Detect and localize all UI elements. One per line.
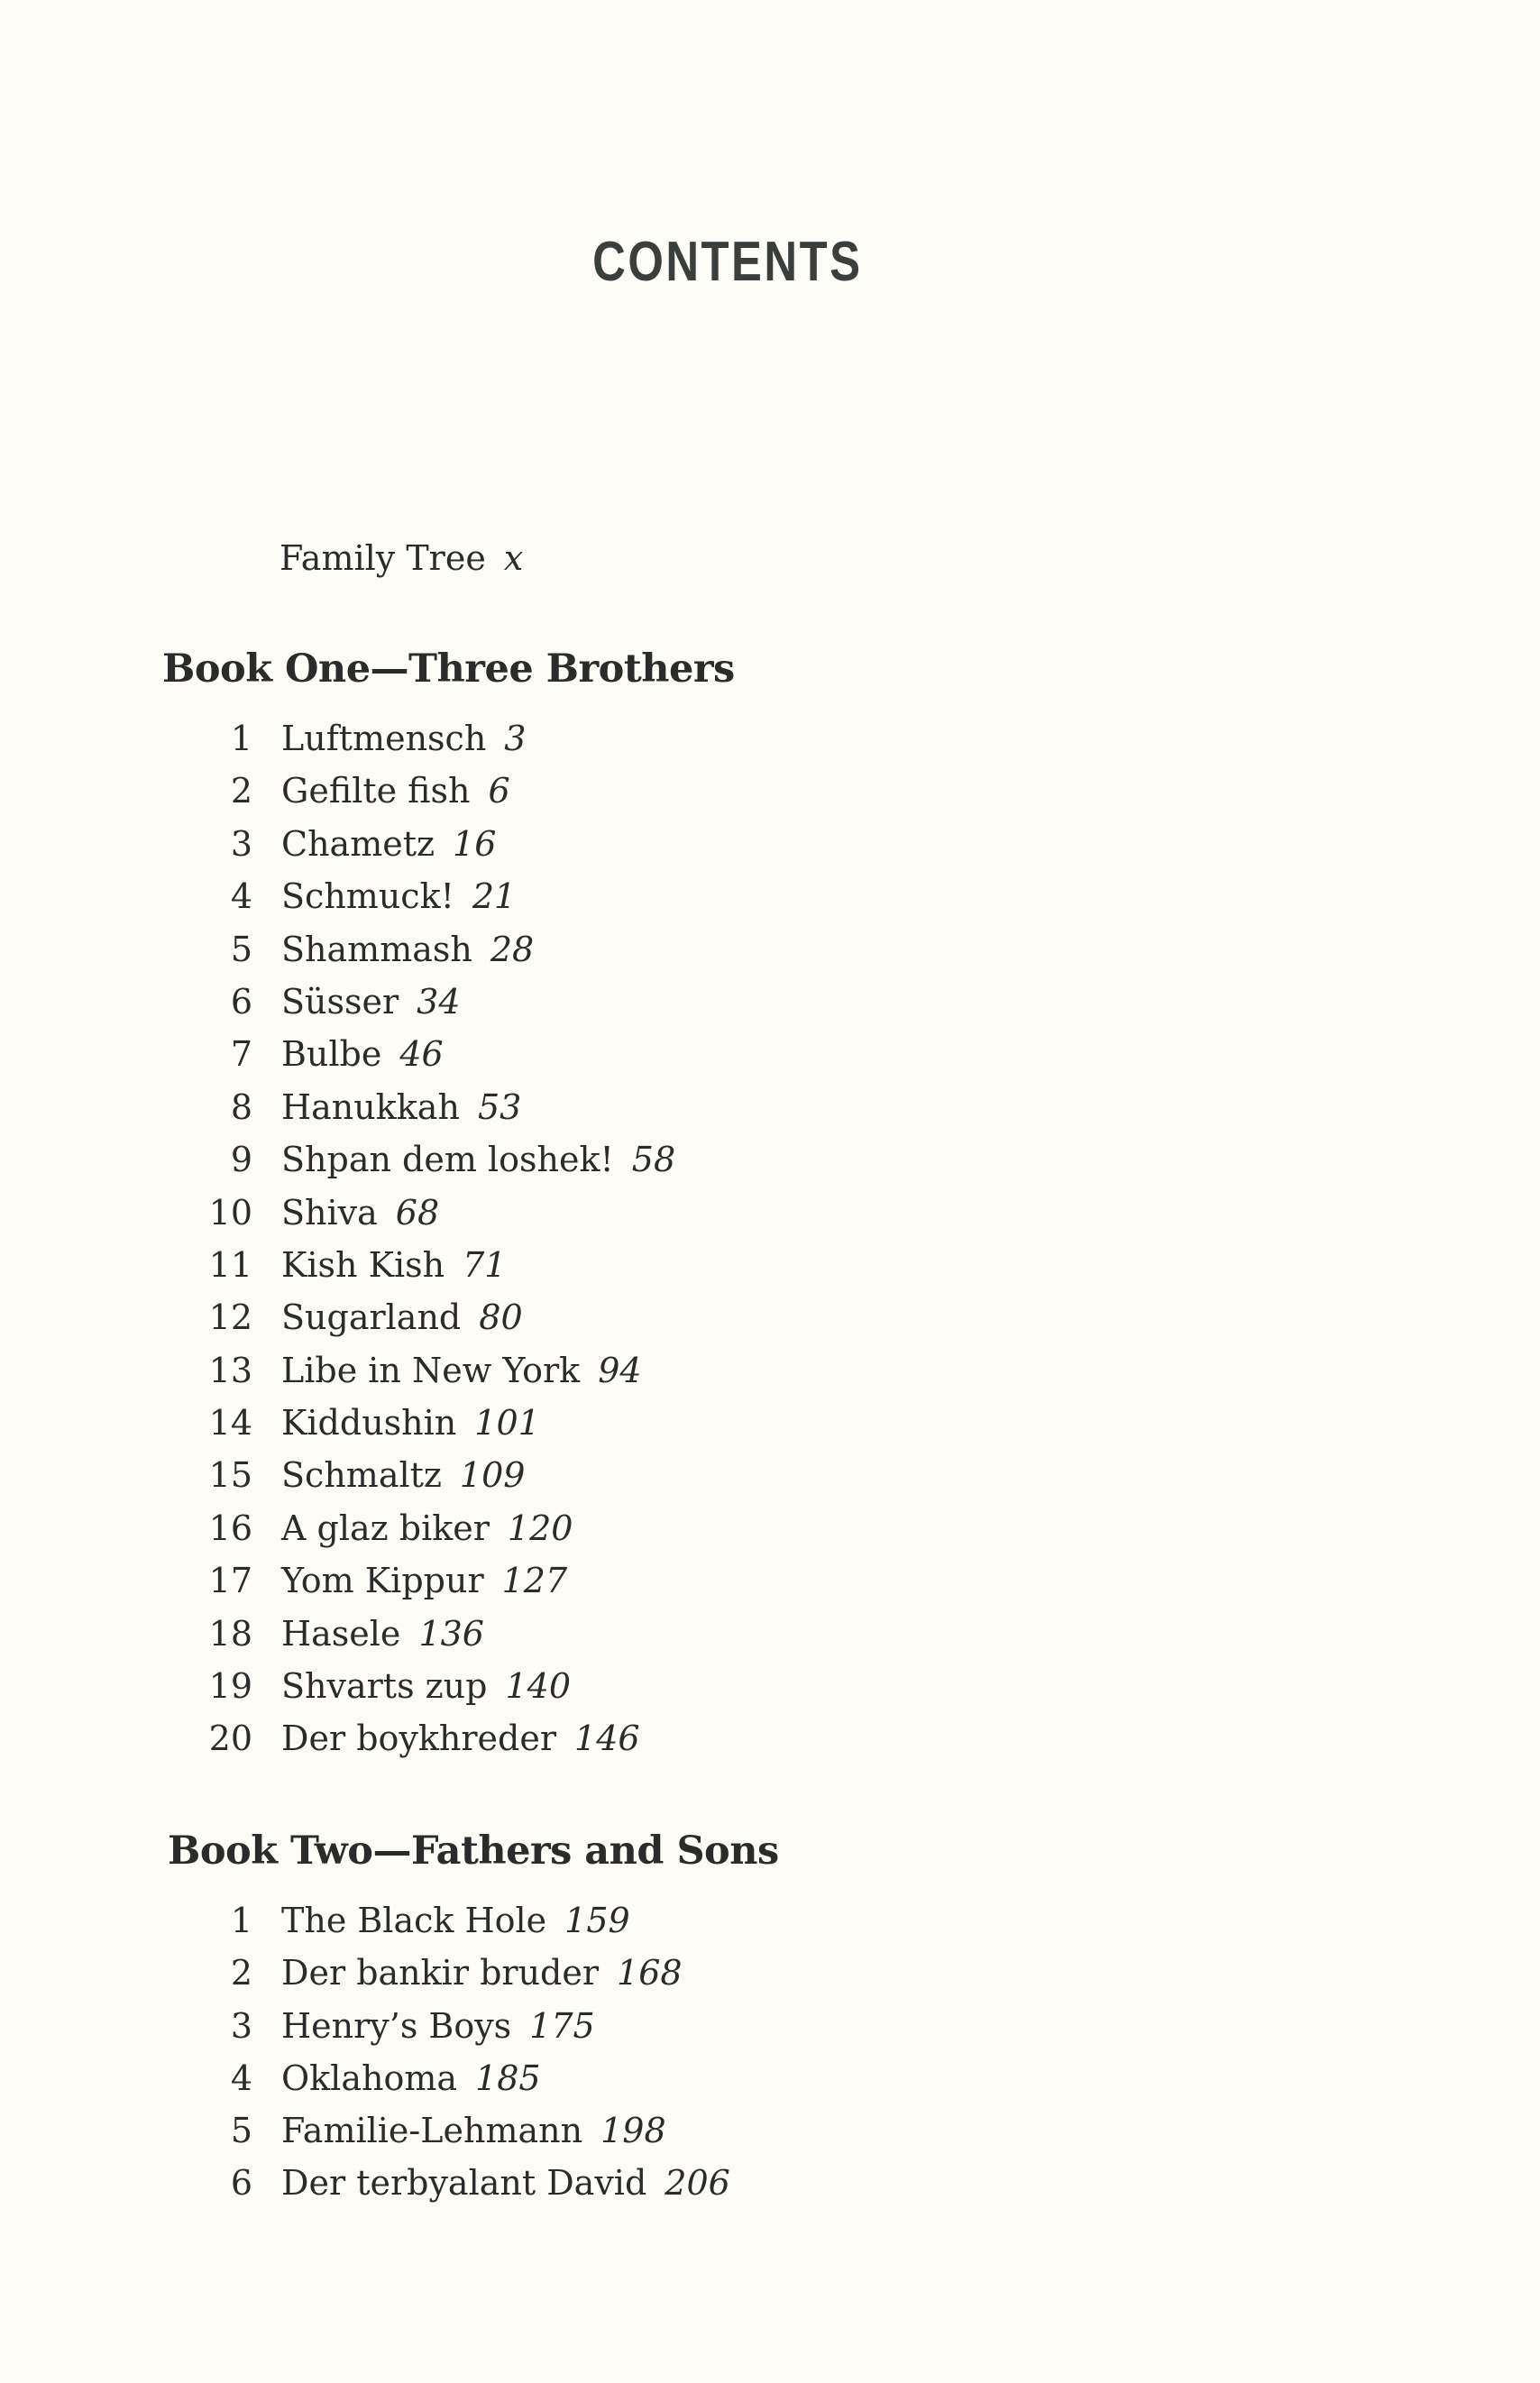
- chapter-page-number: 46: [399, 1034, 444, 1075]
- book-two-heading: Book Two—Fathers and Sons: [168, 1828, 779, 1874]
- chapter-title: Kiddushin: [281, 1403, 457, 1444]
- chapter-title: Schmuck!: [281, 876, 454, 917]
- chapter-page-number: 136: [418, 1613, 484, 1654]
- chapter-page-number: 3: [504, 719, 527, 758]
- book-two-chapter-list: [189, 1894, 730, 2210]
- chapter-entry: [189, 2104, 730, 2157]
- chapter-title: Kish Kish: [281, 1244, 445, 1285]
- chapter-title: A glaz biker: [281, 1508, 490, 1548]
- chapter-page-number: 68: [395, 1192, 440, 1233]
- chapter-page-number: 168: [617, 1953, 683, 1993]
- chapter-number: 9: [230, 1140, 252, 1180]
- chapter-entry: [189, 1291, 675, 1343]
- chapter-number: 14: [208, 1403, 252, 1444]
- chapter-entry: [189, 818, 675, 870]
- chapter-number: 10: [208, 1192, 252, 1233]
- chapter-title: Shammash: [281, 929, 472, 969]
- chapter-page-number: 198: [600, 2111, 666, 2151]
- chapter-title: The Black Hole: [281, 1901, 547, 1940]
- chapter-entry: [189, 1660, 675, 1712]
- chapter-title: Süsser: [281, 981, 399, 1022]
- chapter-title: Sugarland: [281, 1297, 462, 1338]
- chapter-number: 7: [230, 1034, 252, 1075]
- chapter-title: Hanukkah: [281, 1086, 460, 1127]
- chapter-entry: [189, 1712, 675, 1764]
- chapter-number: 6: [230, 981, 252, 1022]
- chapter-entry: [189, 1028, 675, 1080]
- chapter-entry: [189, 2157, 730, 2209]
- chapter-title: Oklahoma: [281, 2058, 458, 2098]
- chapter-number: 15: [208, 1455, 252, 1496]
- front-matter-page-number: x: [503, 538, 524, 578]
- chapter-title: Shpan dem loshek!: [281, 1140, 614, 1180]
- chapter-entry: [189, 1502, 675, 1554]
- chapter-number: 20: [208, 1719, 252, 1759]
- chapter-title: Shiva: [281, 1192, 378, 1233]
- chapter-title: Schmaltz: [281, 1455, 442, 1496]
- chapter-page-number: 206: [665, 2163, 730, 2204]
- chapter-number: 1: [230, 1901, 252, 1940]
- chapter-page-number: 109: [459, 1455, 526, 1496]
- chapter-entry: [189, 1449, 675, 1501]
- chapter-number: 5: [230, 929, 252, 969]
- front-matter-entry: [280, 532, 523, 584]
- chapter-page-number: 159: [564, 1901, 630, 1940]
- chapter-number: 13: [208, 1350, 252, 1390]
- chapter-title: Henry’s Boys: [281, 2005, 512, 2046]
- chapter-entry: [189, 1608, 675, 1660]
- chapter-entry: [189, 1397, 675, 1449]
- chapter-entry: [189, 1344, 675, 1397]
- chapter-page-number: 80: [479, 1297, 523, 1338]
- chapter-page-number: 94: [598, 1350, 642, 1390]
- chapter-title: Libe in New York: [281, 1350, 581, 1390]
- chapter-number: 4: [230, 2058, 252, 2098]
- chapter-number: 19: [208, 1666, 252, 1707]
- book-one-heading: Book One—Three Brothers: [162, 646, 735, 692]
- chapter-title: Der terbyalant David: [281, 2163, 647, 2204]
- chapter-number: 1: [230, 719, 252, 758]
- chapter-title: Familie-Lehmann: [281, 2111, 583, 2151]
- chapter-entry: [189, 976, 675, 1028]
- chapter-number: 5: [230, 2111, 252, 2151]
- chapter-number: 2: [230, 771, 252, 811]
- chapter-number: 16: [208, 1508, 252, 1548]
- page-title: CONTENTS: [592, 231, 863, 293]
- chapter-entry: [189, 765, 675, 817]
- chapter-number: 11: [208, 1244, 252, 1285]
- chapter-page-number: 146: [574, 1719, 640, 1759]
- chapter-entry: [189, 1947, 730, 1999]
- chapter-number: 8: [230, 1086, 252, 1127]
- chapter-page-number: 21: [472, 876, 517, 917]
- chapter-entry: [189, 712, 675, 765]
- chapter-title: Shvarts zup: [281, 1666, 488, 1707]
- front-matter-title: Family Tree: [280, 538, 486, 578]
- chapter-page-number: 6: [488, 771, 510, 811]
- chapter-entry: [189, 1187, 675, 1239]
- chapter-page-number: 28: [490, 929, 535, 969]
- chapter-page-number: 127: [501, 1561, 568, 1601]
- chapter-title: Der boykhreder: [281, 1719, 557, 1759]
- book-one-chapter-list: [189, 712, 675, 1765]
- chapter-number: 4: [230, 876, 252, 917]
- chapter-page-number: 175: [529, 2005, 595, 2046]
- chapter-number: 6: [230, 2163, 252, 2204]
- chapter-entry: [189, 870, 675, 922]
- chapter-page-number: 140: [505, 1666, 571, 1707]
- chapter-number: 3: [230, 2005, 252, 2046]
- chapter-title: Yom Kippur: [281, 1561, 484, 1601]
- chapter-entry: [189, 923, 675, 976]
- chapter-entry: [189, 1081, 675, 1133]
- chapter-title: Bulbe: [281, 1034, 382, 1075]
- chapter-page-number: 185: [475, 2058, 541, 2098]
- chapter-title: Gefilte fish: [281, 771, 471, 811]
- chapter-number: 3: [230, 823, 252, 864]
- chapter-entry: [189, 1239, 675, 1291]
- chapter-page-number: 58: [631, 1140, 676, 1180]
- chapter-page-number: 120: [507, 1508, 573, 1548]
- chapter-number: 18: [208, 1613, 252, 1654]
- chapter-title: Luftmensch: [281, 719, 487, 758]
- chapter-entry: [189, 2000, 730, 2052]
- chapter-page-number: 53: [477, 1086, 522, 1127]
- chapter-title: Chametz: [281, 823, 435, 864]
- chapter-entry: [189, 1133, 675, 1186]
- chapter-page-number: 71: [463, 1244, 507, 1285]
- chapter-number: 2: [230, 1953, 252, 1993]
- chapter-number: 12: [208, 1297, 252, 1338]
- chapter-page-number: 101: [474, 1403, 540, 1444]
- chapter-entry: [189, 2052, 730, 2104]
- chapter-number: 17: [208, 1561, 252, 1601]
- chapter-title: Hasele: [281, 1613, 401, 1654]
- chapter-title: Der bankir bruder: [281, 1953, 600, 1993]
- chapter-entry: [189, 1554, 675, 1607]
- chapter-page-number: 16: [453, 823, 497, 864]
- chapter-page-number: 34: [417, 981, 461, 1022]
- chapter-entry: [189, 1894, 730, 1947]
